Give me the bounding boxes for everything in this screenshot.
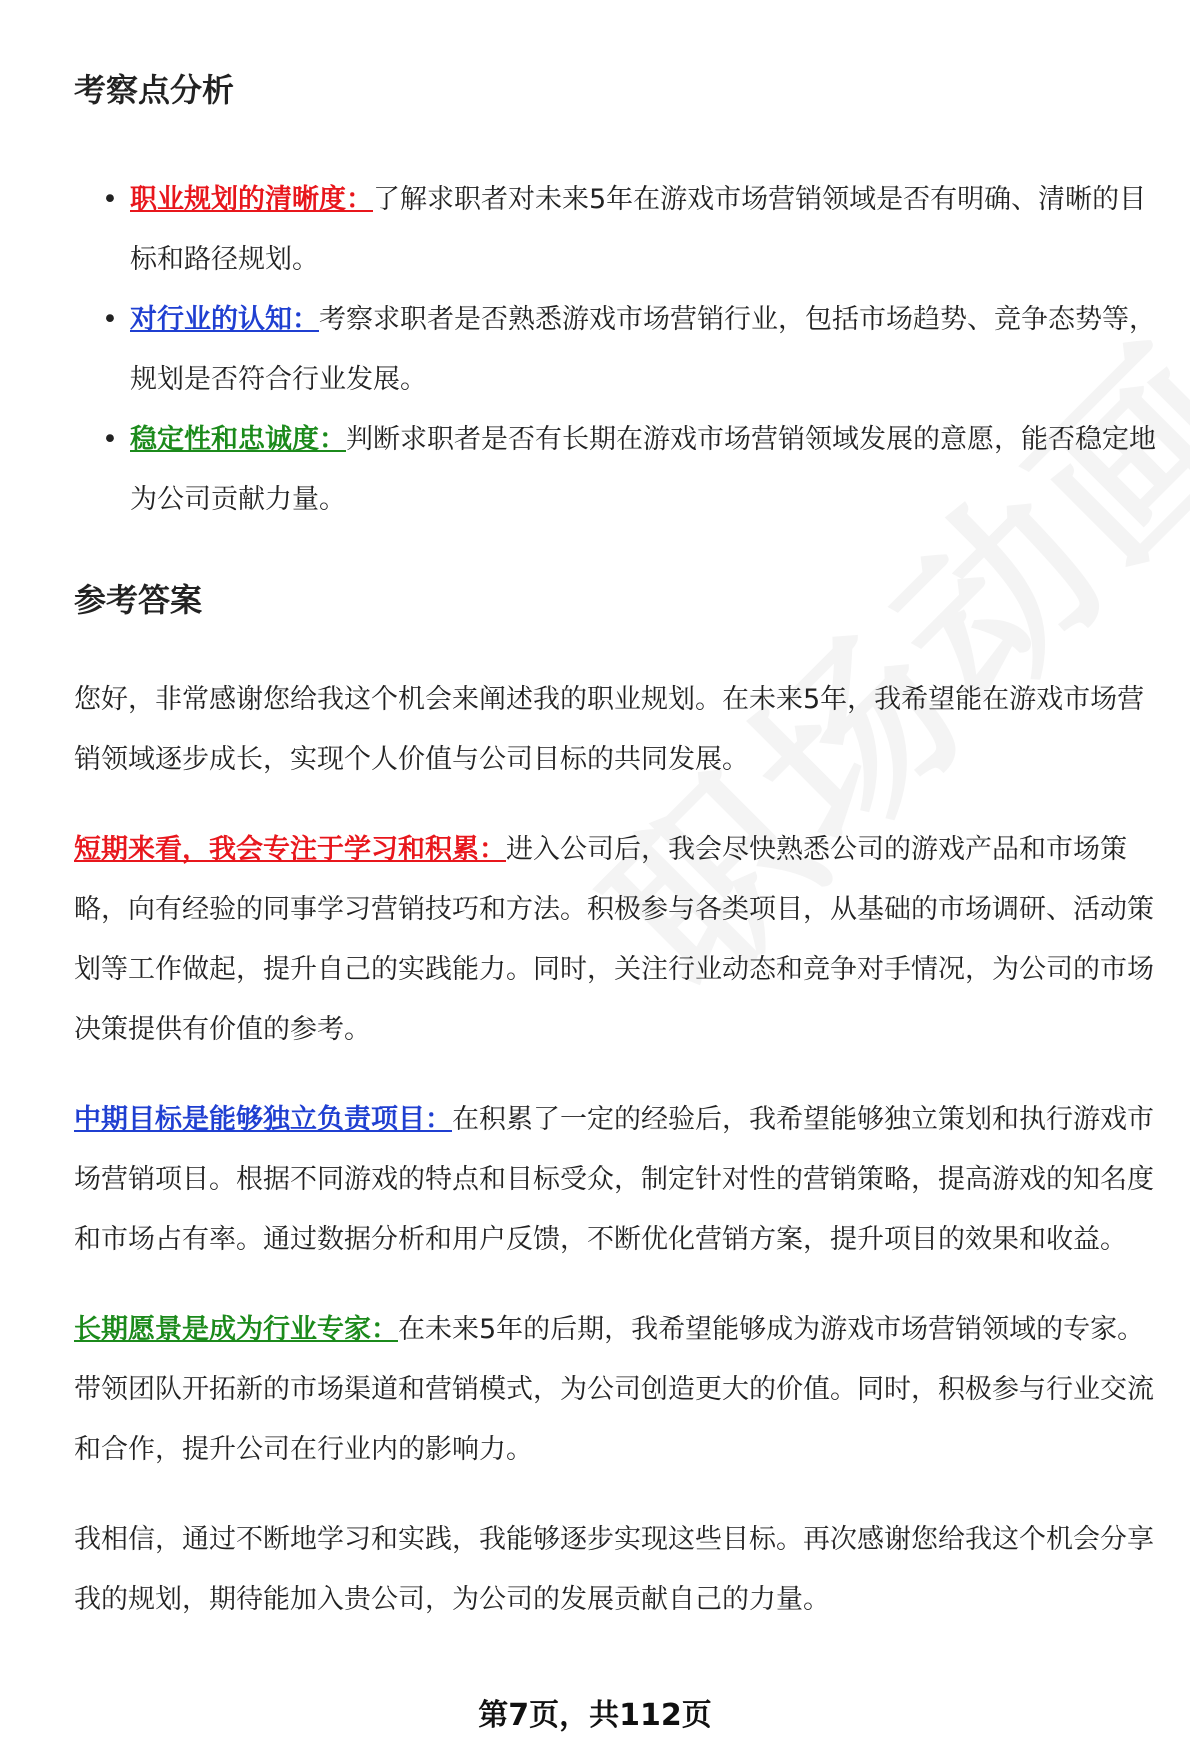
analysis-point-text: 考察求职者是否熟悉游戏市场营销行业，包括市场趋势、竞争态势等，规划是否符合行业发展。 xyxy=(130,304,1156,395)
analysis-point xyxy=(130,410,1164,530)
analysis-points-list xyxy=(74,170,1164,530)
answer-paragraph-label: 短期来看，我会专注于学习和积累： xyxy=(74,834,506,865)
answer-paragraph-text: 在积累了一定的经验后，我希望能够独立策划和执行游戏市场营销项目。根据不同游戏的特点和目标受众，制定针对性的营销策略，提高游戏的知名度和市场占有率。通过数据分析和用户反馈，不断优化营销方案，提升项目的效果和收益。 xyxy=(74,1104,1154,1255)
analysis-point xyxy=(130,290,1164,410)
analysis-point-label: 稳定性和忠诚度： xyxy=(130,424,346,455)
answer-intro: 您好，非常感谢您给我这个机会来阐述我的职业规划。在未来5年，我希望能在游戏市场营销领域逐步成长，实现个人价值与公司目标的共同发展。 xyxy=(74,684,1145,775)
document-body xyxy=(74,60,1164,1660)
answer-closing: 我相信，通过不断地学习和实践，我能够逐步实现这些目标。再次感谢您给我这个机会分享我的规划，期待能加入贵公司，为公司的发展贡献自己的力量。 xyxy=(74,1524,1154,1615)
answer-paragraph-short-term xyxy=(74,820,1164,1060)
answer-paragraph-long-term xyxy=(74,1300,1164,1480)
page-number: 第7页，共112页 xyxy=(478,1698,712,1733)
analysis-point-label: 对行业的认知： xyxy=(130,304,319,335)
analysis-point-label: 职业规划的清晰度： xyxy=(130,184,373,215)
analysis-point-text: 了解求职者对未来5年在游戏市场营销领域是否有明确、清晰的目标和路径规划。 xyxy=(130,184,1147,275)
analysis-point-text: 判断求职者是否有长期在游戏市场营销领域发展的意愿，能否稳定地为公司贡献力量。 xyxy=(130,424,1156,515)
answer-paragraph-text: 在未来5年的后期，我希望能够成为游戏市场营销领域的专家。带领团队开拓新的市场渠道和营销模式，为公司创造更大的价值。同时，积极参与行业交流和合作，提升公司在行业内的影响力。 xyxy=(74,1314,1154,1465)
answer-paragraph-label: 长期愿景是成为行业专家： xyxy=(74,1314,398,1345)
answer-heading: 参考答案 xyxy=(74,581,203,619)
answer-paragraph-mid-term xyxy=(74,1090,1164,1270)
analysis-heading: 考察点分析 xyxy=(74,71,235,109)
answer-paragraph-label: 中期目标是能够独立负责项目： xyxy=(74,1104,452,1135)
analysis-point xyxy=(130,170,1164,290)
answer-paragraph-text: 进入公司后，我会尽快熟悉公司的游戏产品和市场策略，向有经验的同事学习营销技巧和方法。积极参与各类项目，从基础的市场调研、活动策划等工作做起，提升自己的实践能力。同时，关注行业动态和竞争对手情况，为公司的市场决策提供有价值的参考。 xyxy=(74,834,1154,1045)
